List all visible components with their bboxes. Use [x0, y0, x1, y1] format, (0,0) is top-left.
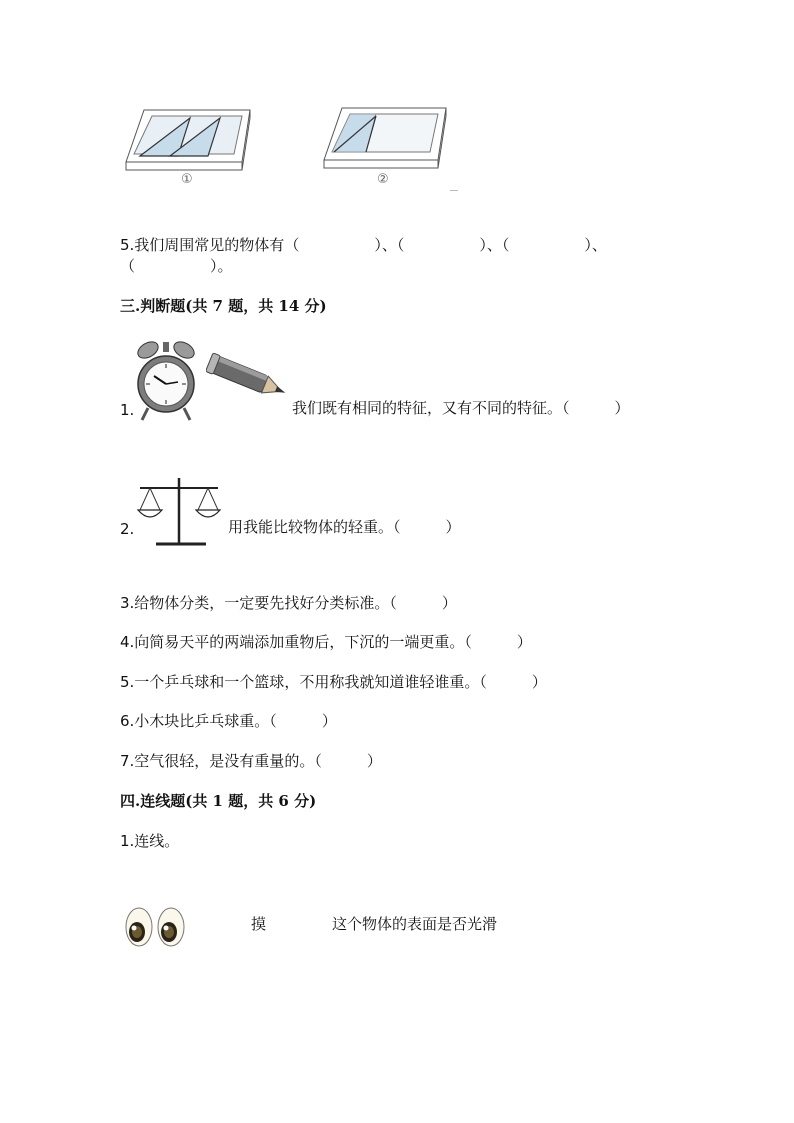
alarm-clock-image: [134, 338, 198, 424]
eyes-image: [124, 905, 186, 949]
tray-icon: [122, 104, 256, 174]
match-description: 这个物体的表面是否光滑: [332, 915, 498, 933]
judge-item-3: 3.给物体分类，一定要先找好分类标准。（ ）: [120, 594, 457, 612]
pencil-image: [206, 352, 292, 406]
judge-item-2-number: 2.: [120, 520, 135, 538]
judge-item-4: 4.向简易天平的两端添加重物后，下沉的一端更重。（ ）: [120, 633, 532, 651]
q5-line-2: （ ）。: [120, 257, 233, 275]
match-word: 摸: [251, 915, 267, 933]
section-3-heading: 三.判断题(共 7 题，共 14 分): [120, 297, 327, 315]
tray-figure-2: [320, 104, 456, 174]
pencil-icon: [206, 352, 292, 406]
eyes-icon: [124, 905, 186, 949]
judge-item-2-text: 用我能比较物体的轻重。（ ）: [228, 518, 461, 536]
balance-scale-image: [136, 476, 224, 548]
judge-item-5: 5.一个乒乓球和一个篮球，不用称我就知道谁轻谁重。（ ）: [120, 673, 547, 691]
stray-mark: [450, 190, 458, 191]
judge-item-6: 6.小木块比乒乓球重。（ ）: [120, 712, 337, 730]
judge-item-1-number: 1.: [120, 401, 135, 419]
judge-item-7: 7.空气很轻，是没有重量的。（ ）: [120, 752, 382, 770]
q5-line-1: 5.我们周围常见的物体有（ ）、（ ）、（ ）、: [120, 236, 607, 254]
tray-icon: [320, 104, 456, 174]
match-question-1: 1.连线。: [120, 832, 180, 850]
tray-2-label: ②: [377, 172, 389, 187]
alarm-clock-icon: [134, 338, 198, 424]
tray-1-label: ①: [181, 172, 193, 187]
balance-scale-icon: [136, 476, 224, 548]
section-4-heading: 四.连线题(共 1 题，共 6 分): [120, 792, 317, 810]
judge-item-1-text: 我们既有相同的特征，又有不同的特征。（ ）: [292, 399, 630, 417]
tray-figure-1: [122, 104, 256, 174]
